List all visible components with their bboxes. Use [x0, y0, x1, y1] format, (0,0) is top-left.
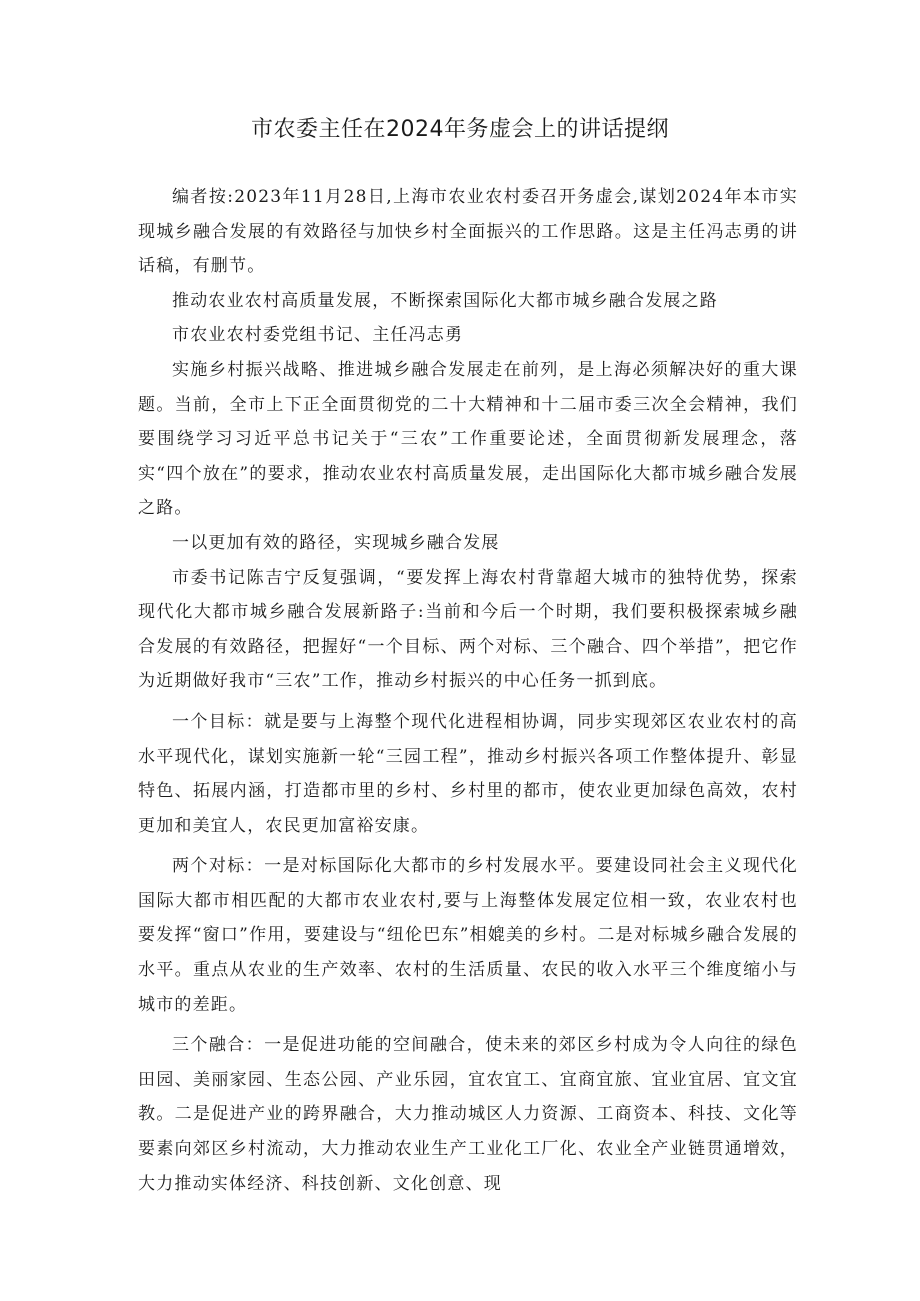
body-paragraph: 市委书记陈吉宁反复强调，“要发挥上海农村背靠超大城市的独特优势，探索现代化大都市城乡融合发展新路子:当前和今后一个时期，我们要积极探索城乡融合发展的有效路径，把握好“一个目标、两个对标、三个融合、四个举措”，把它作为近期做好我市“三农”工作，推动乡村振兴的中心任务一抓到底。 [138, 567, 798, 692]
speaker-line: 市农业农村委党组书记、主任冯志勇 [172, 325, 464, 346]
document-title: 市农委主任在2024年务虚会上的讲话提纲 [251, 117, 669, 142]
body-paragraph: 两个对标：一是对标国际化大都市的乡村发展水平。要建设同社会主义现代化国际大都市相匹配的大都市农业农村,要与上海整体发展定位相一致，农业农村也要发挥“窗口”作用，要建设与“纽伦巴东”相媲美的乡村。二是对标城乡融合发展的水平。重点从农业的生产效率、农村的生活质量、农民的收入水平三个维度缩小与城市的差距。 [138, 856, 798, 1015]
body-paragraph: 一个目标：就是要与上海整个现代化进程相协调，同步实现郊区农业农村的高水平现代化，谋划实施新一轮“三园工程”，推动乡村振兴各项工作整体提升、彰显特色、拓展内涵，打造都市里的乡村、乡村里的都市，使农业更加绿色高效，农村更加和美宜人，农民更加富裕安康。 [138, 711, 798, 836]
document-body [138, 180, 798, 1201]
editor-note-paragraph: 编者按:2023年11月28日,上海市农业农村委召开务虚会,谋划2024年本市实现城乡融合发展的有效路径与加快乡村全面振兴的工作思路。这是主任冯志勇的讲话稿，有删节。 [138, 187, 798, 277]
speech-subtitle: 推动农业农村高质量发展，不断探索国际化大都市城乡融合发展之路 [172, 290, 718, 311]
body-paragraph: 实施乡村振兴战略、推进城乡融合发展走在前列，是上海必须解决好的重大课题。当前，全市上下正全面贯彻党的二十大精神和十二届市委三次全会精神，我们要围绕学习习近平总书记关于“三农”工作重要论述，全面贯彻新发展理念，落实“四个放在”的要求，推动农业农村高质量发展，走出国际化大都市城乡融合发展之路。 [138, 359, 798, 519]
body-paragraph: 三个融合：一是促进功能的空间融合，使未来的郊区乡村成为令人向往的绿色田园、美丽家园、生态公园、产业乐园，宜农宜工、宜商宜旅、宜业宜居、宜文宜教。二是促进产业的跨界融合，大力推动城区人力资源、工商资本、科技、文化等要素向郊区乡村流动，大力推动农业生产工业化工厂化、农业全产业链贯通增效，大力推动实体经济、科技创新、文化创意、现 [138, 1035, 798, 1194]
section-heading: 一以更加有效的路径，实现城乡融合发展 [172, 532, 500, 553]
